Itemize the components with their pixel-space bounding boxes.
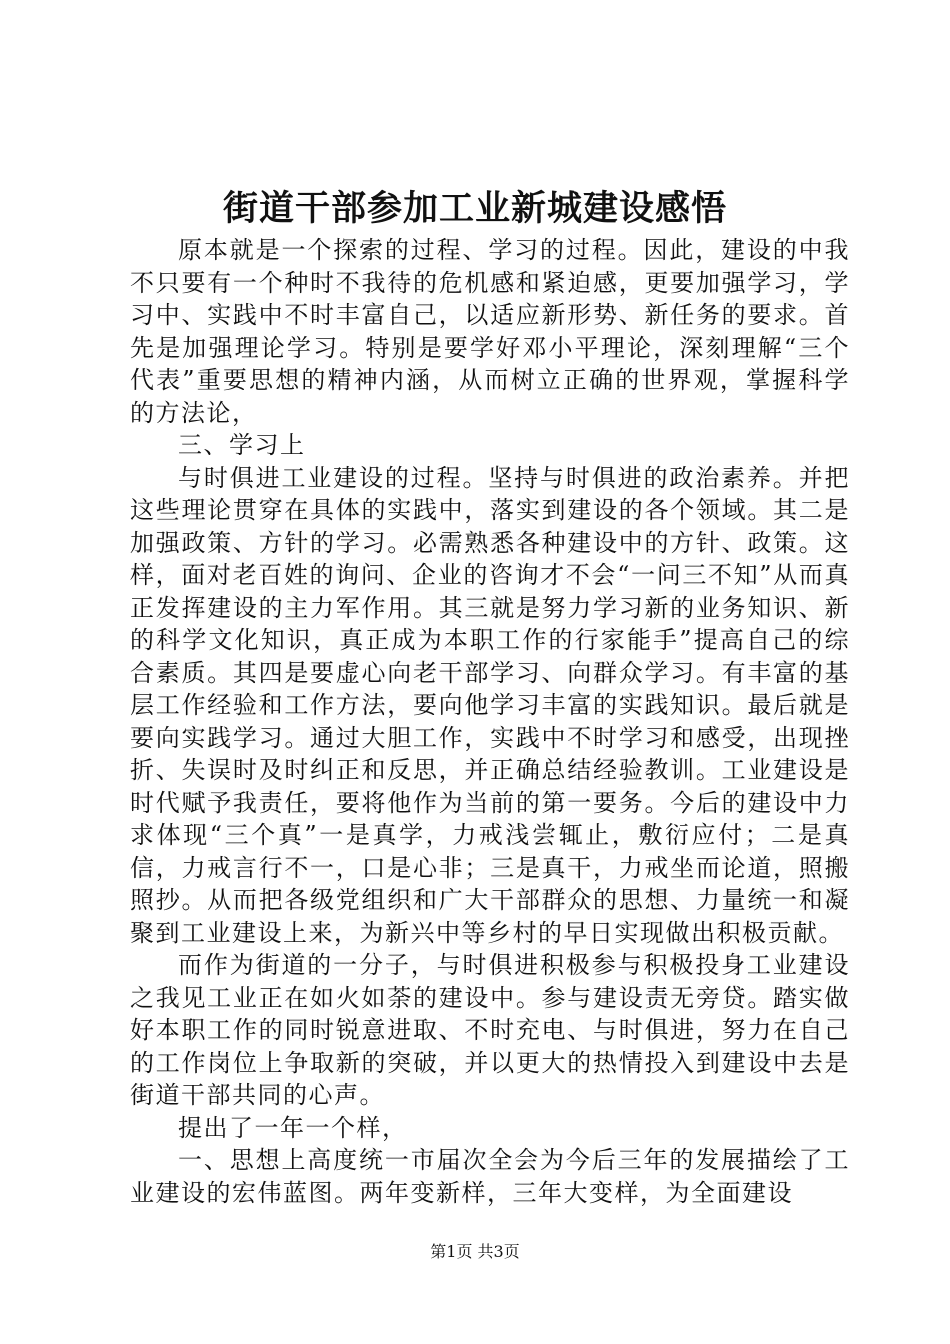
paragraph-1: 原本就是一个探索的过程、学习的过程。因此，建设的中我不只要有一个种时不我待的危机感和紧迫感，更要加强学习，学习中、实践中不时丰富自己，以适应新形势、新任务的要求。首先是加强理论学习。特别是要学好邓小平理论，深刻理解“三个代表”重要思想的精神内涵，从而树立正确的世界观，掌握科学的方法论， (130, 236, 850, 427)
document-title: 街道干部参加工业新城建设感悟 (222, 188, 727, 229)
paragraph-4: 提出了一年一个样， (178, 1113, 408, 1142)
document-body (130, 234, 850, 1209)
paragraph-5: 一、思想上高度统一市届次全会为今后三年的发展描绘了工业建设的宏伟蓝图。两年变新样，三年大变样，为全面建设 (130, 1146, 850, 1207)
section-heading-3: 三、学习上 (178, 431, 306, 459)
paragraph-3: 而作为街道的一分子，与时俱进积极参与积极投身工业建设之我见工业正在如火如荼的建设中。参与建设责无旁贷。踏实做好本职工作的同时锐意进取、不时充电、与时俱进，努力在自己的工作岗位上争取新的突破，并以更大的热情投入到建设中去是街道干部共同的心声。 (130, 951, 850, 1109)
page-footer: 第1页 共3页 (430, 1242, 520, 1261)
paragraph-2: 与时俱进工业建设的过程。坚持与时俱进的政治素养。并把这些理论贯穿在具体的实践中，落实到建设的各个领域。其二是加强政策、方针的学习。必需熟悉各种建设中的方针、政策。这样，面对老百姓的询问、企业的咨询才不会“一问三不知”从而真正发挥建设的主力军作用。其三就是努力学习新的业务知识、新的科学文化知识，真正成为本职工作的行家能手”提高自己的综合素质。其四是要虚心向老干部学习、向群众学习。有丰富的基层工作经验和工作方法，要向他学习丰富的实践知识。最后就是要向实践学习。通过大胆工作，实践中不时学习和感受，出现挫折、失误时及时纠正和反思，并正确总结经验教训。工业建设是时代赋予我责任，要将他作为当前的第一要务。今后的建设中力求体现“三个真”一是真学，力戒浅尝辄止，敷衍应付；二是真信，力戒言行不一，口是心非；三是真干，力戒坐而论道，照搬照抄。从而把各级党组织和广大干部群众的思想、力量统一和凝聚到工业建设上来，为新兴中等乡村的早日实现做出积极贡献。 (130, 463, 850, 947)
